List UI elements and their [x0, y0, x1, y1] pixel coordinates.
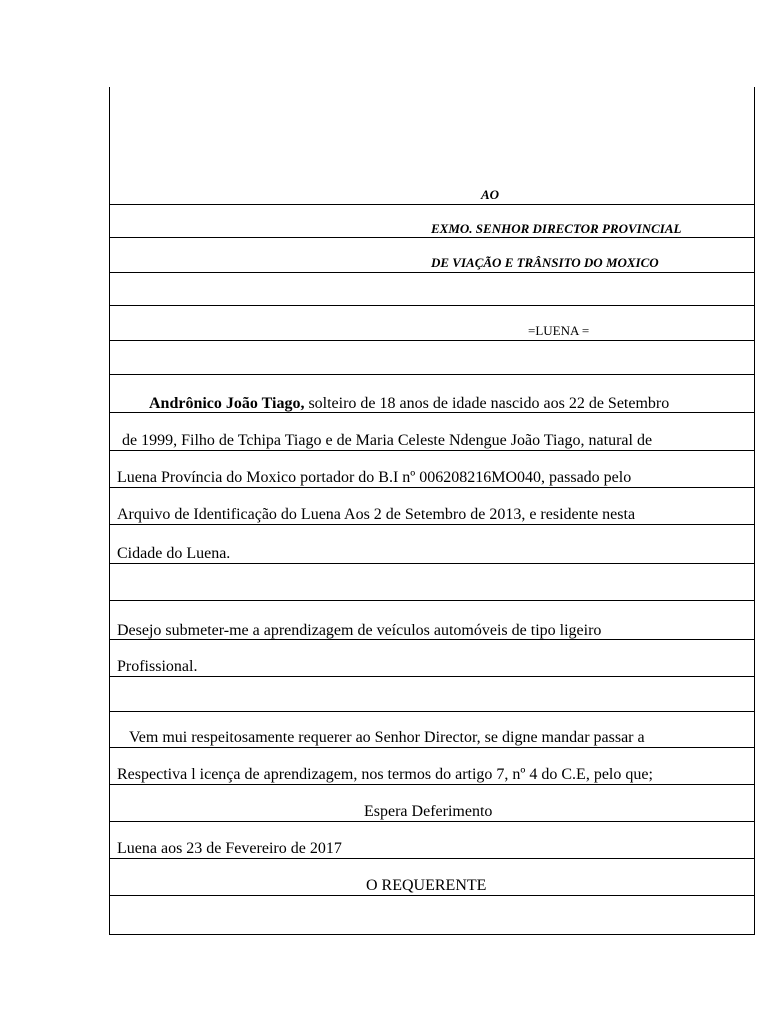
addressee-city: =LUENA = — [528, 323, 590, 338]
request-letter-document — [109, 87, 755, 935]
rule-line — [110, 305, 754, 306]
applicant-name: Andrônico João Tiago, — [149, 395, 305, 412]
closing-espera-deferimento: Espera Deferimento — [364, 803, 493, 820]
identification-line-5: Cidade do Luena. — [117, 545, 231, 562]
addressee-line-1: EXMO. SENHOR DIRECTOR PROVINCIAL — [431, 221, 682, 236]
addressee-line-2: DE VIAÇÃO E TRÂNSITO DO MOXICO — [431, 255, 659, 270]
rule-line — [110, 747, 754, 748]
rule-line — [110, 895, 754, 896]
rule-line — [110, 272, 754, 273]
rule-line — [110, 204, 754, 205]
rule-line — [110, 487, 754, 488]
rule-line — [110, 563, 754, 564]
request-line-2: Respectiva l icença de aprendizagem, nos termos do artigo 7, nº 4 do C.E, pelo que; — [117, 766, 653, 783]
rule-line — [110, 374, 754, 375]
closing-date: Luena aos 23 de Fevereiro de 2017 — [117, 840, 342, 857]
signatory-label: O REQUERENTE — [366, 877, 487, 894]
rule-line — [110, 450, 754, 451]
identification-line-1: Andrônico João Tiago, solteiro de 18 anos de idade nascido aos 22 de Setembro — [149, 395, 670, 412]
identification-line-2: de 1999, Filho de Tchipa Tiago e de Maria Celeste Ndengue João Tiago, natural de — [122, 432, 653, 449]
addressee-ao: AO — [481, 187, 500, 202]
identification-line-4: Arquivo de Identificação do Luena Aos 2 de Setembro de 2013, e residente nesta — [117, 506, 636, 523]
rule-line — [110, 237, 754, 238]
rule-line — [110, 600, 754, 601]
rule-line — [110, 711, 754, 712]
rule-line — [110, 676, 754, 677]
rule-line — [110, 858, 754, 859]
rule-line — [110, 821, 754, 822]
rule-line — [110, 340, 754, 341]
identification-line-3: Luena Província do Moxico portador do B.I nº 006208216MO040, passado pelo — [117, 469, 632, 486]
desire-line-2: Profissional. — [117, 658, 198, 675]
desire-line-1: Desejo submeter-me a aprendizagem de veículos automóveis de tipo ligeiro — [117, 622, 602, 639]
rule-line — [110, 524, 754, 525]
rule-line — [110, 784, 754, 785]
request-line-1: Vem mui respeitosamente requerer ao Senhor Director, se digne mandar passar a — [129, 729, 645, 746]
